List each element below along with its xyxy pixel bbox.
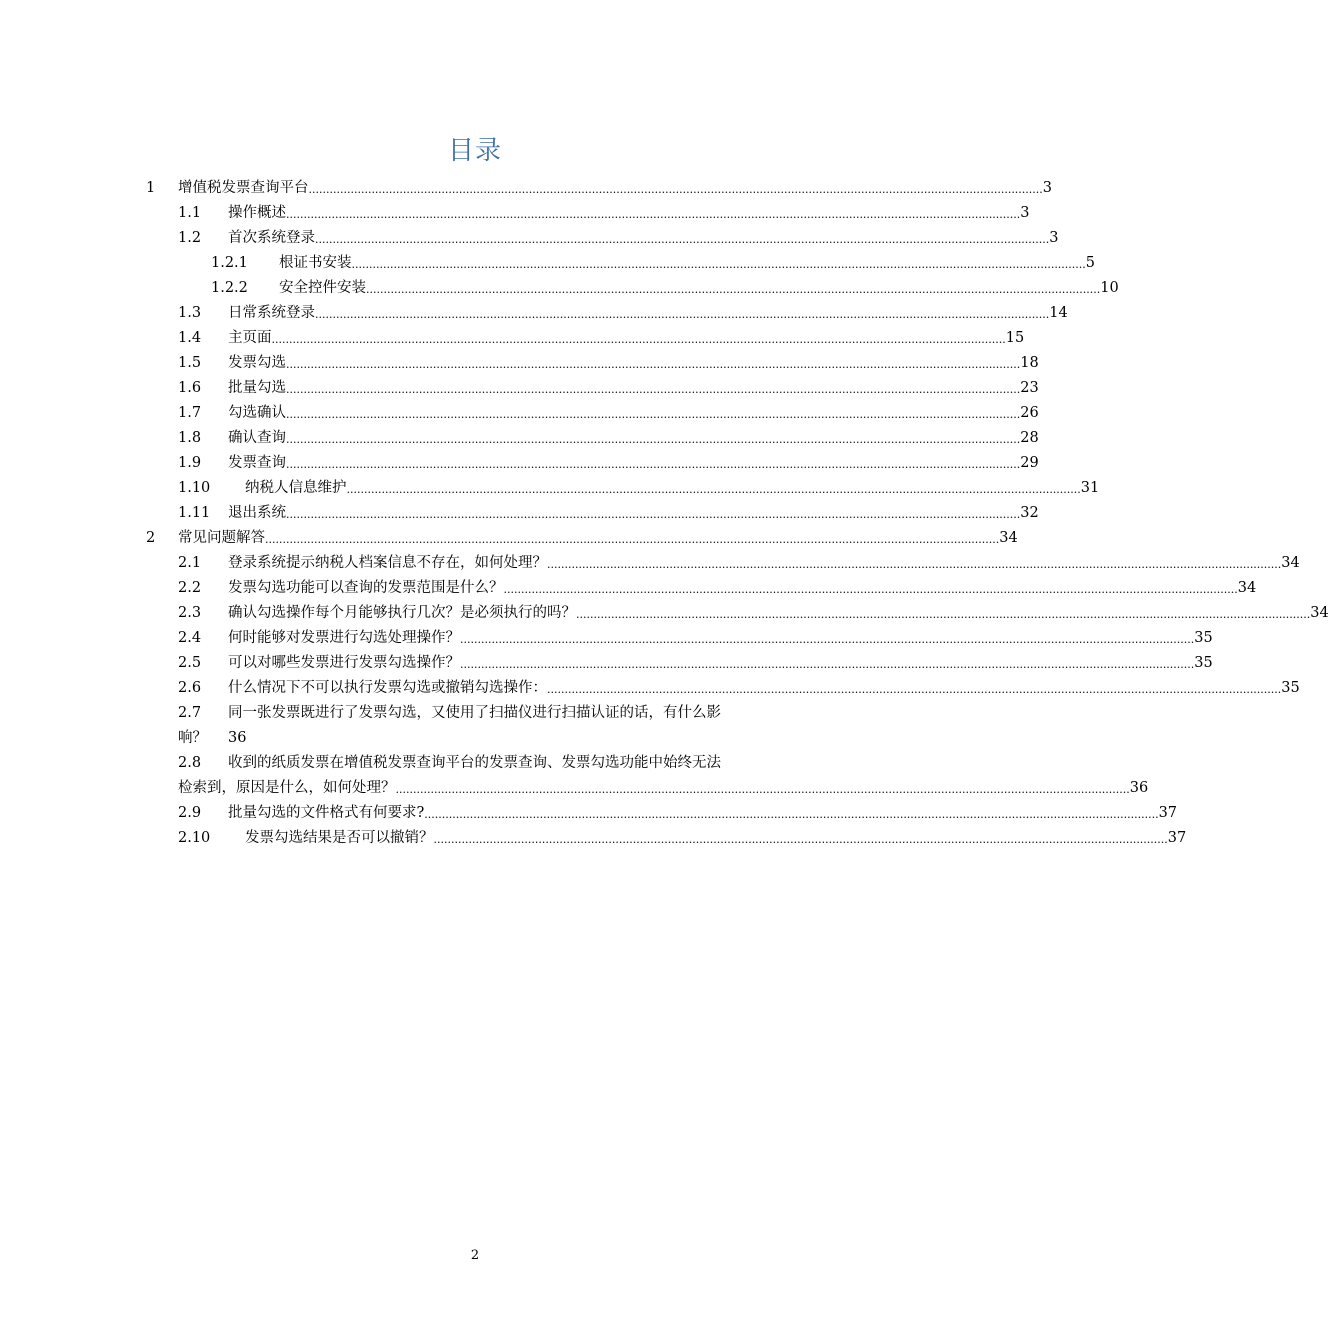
toc-entry-number: 1.6: [178, 380, 202, 396]
toc-entry-number: 1.9: [178, 455, 202, 471]
toc-entry-2-7[interactable]: [178, 701, 806, 751]
toc-entry-title: 发票勾选功能可以查询的发票范围是什么？: [228, 580, 504, 596]
toc-entry-page: 15: [1005, 330, 1025, 346]
toc-leader-dots: ..................................................................................................................................................................................................................: [547, 683, 1282, 696]
toc-leader-dots: ..................................................................................................................................................................................................................: [286, 358, 1021, 371]
toc-entry-title: 批量勾选的文件格式有何要求?: [228, 805, 425, 821]
toc-entry-title: 发票勾选结果是否可以撤销？: [245, 830, 434, 846]
toc-entry-page: 34: [1281, 555, 1300, 571]
toc-entry-title: 什么情况下不可以执行发票勾选或撤销勾选操作：: [228, 680, 547, 696]
toc-entry-page: 37: [1158, 805, 1178, 821]
toc-entry-number: 1.2.1: [211, 255, 248, 271]
toc-entry-page: 14: [1049, 305, 1068, 321]
toc-entry-1-2[interactable]: [178, 226, 1059, 250]
toc-entry-page: 5: [1085, 255, 1096, 271]
toc-leader-dots: ..................................................................................................................................................................................................................: [308, 183, 1043, 196]
toc-entry-number: 1.3: [178, 305, 202, 321]
toc-entry-page: 32: [1020, 505, 1039, 521]
toc-entry-number: 2: [146, 530, 156, 546]
toc-entry-page: 36: [228, 730, 247, 746]
toc-leader-dots: ..................................................................................................................................................................................................................: [576, 608, 1311, 621]
toc-entry-number: 1.5: [178, 355, 202, 371]
toc-entry-1[interactable]: [146, 176, 1053, 200]
toc-entry-2-3[interactable]: [178, 601, 1329, 625]
toc-entry-1-3[interactable]: [178, 301, 1068, 325]
toc-entry-title: 日常系统登录: [228, 305, 315, 321]
toc-entry-page: 35: [1194, 655, 1213, 671]
toc-entry-1-11[interactable]: [178, 501, 1039, 525]
toc-entry-2-9[interactable]: [178, 801, 1178, 825]
toc-entry-1-1[interactable]: [178, 201, 1030, 225]
toc-entry-1-4[interactable]: [178, 326, 1025, 350]
toc-entry-number: 1: [146, 180, 156, 196]
toc-entry-1-9[interactable]: [178, 451, 1039, 475]
toc-entry-title: 退出系统: [228, 505, 286, 521]
toc-entry-title: 可以对哪些发票进行发票勾选操作？: [228, 655, 460, 671]
toc-entry-2-2[interactable]: [178, 576, 1257, 600]
toc-entry-2[interactable]: [146, 526, 1018, 550]
toc-leader-dots: ..................................................................................................................................................................................................................: [286, 508, 1021, 521]
toc-entry-page: 31: [1080, 480, 1100, 496]
toc-leader-dots: ..................................................................................................................................................................................................................: [351, 258, 1086, 271]
toc-entry-page: 36: [1129, 780, 1149, 796]
toc-entry-number: 2.4: [178, 630, 202, 646]
toc-entry-page: 34: [999, 530, 1018, 546]
toc-leader-dots: ..................................................................................................................................................................................................................: [503, 583, 1238, 596]
toc-entry-1-8[interactable]: [178, 426, 1039, 450]
toc-entry-title: 增值税发票查询平台: [178, 180, 309, 196]
toc-entry-number: 1.10: [178, 480, 211, 496]
toc-leader-dots: ..................................................................................................................................................................................................................: [286, 458, 1021, 471]
toc-entry-2-4[interactable]: [178, 626, 1213, 650]
toc-leader-dots: ..................................................................................................................................................................................................................: [460, 658, 1195, 671]
toc-entry-number: 2.10: [178, 830, 211, 846]
toc-entry-number: 1.1: [178, 205, 202, 221]
toc-leader-dots: ..................................................................................................................................................................................................................: [315, 308, 1050, 321]
toc-entry-page: 28: [1020, 430, 1039, 446]
toc-entry-page: 3: [1020, 205, 1030, 221]
toc-entry-number: 2.2: [178, 580, 202, 596]
toc-leader-dots: ..................................................................................................................................................................................................................: [460, 633, 1195, 646]
toc-entry-title: 登录系统提示纳税人档案信息不存在，如何处理？: [228, 555, 547, 571]
toc-entry-1-10[interactable]: [178, 476, 1100, 500]
toc-leader-dots: ..................................................................................................................................................................................................................: [395, 783, 1130, 796]
toc-entry-title: 安全控件安装: [279, 280, 366, 296]
toc-entry-title: 操作概述: [228, 205, 286, 221]
toc-entry-2-10[interactable]: [178, 826, 1187, 850]
toc-entry-title: 纳税人信息维护: [245, 480, 347, 496]
toc-entry-page: 34: [1237, 580, 1257, 596]
toc-entry-title-line1: 收到的纸质发票在增值税发票查询平台的发票查询、发票勾选功能中始终无法: [228, 755, 721, 771]
toc-entry-number: 2.3: [178, 605, 202, 621]
toc-entry-page: 3: [1042, 180, 1053, 196]
toc-entry-number: 1.2: [178, 230, 202, 246]
toc-entry-page: 18: [1020, 355, 1039, 371]
toc-entry-title: 首次系统登录: [228, 230, 315, 246]
toc-entry-number: 2.8: [178, 755, 202, 771]
toc-entry-number: 1.8: [178, 430, 202, 446]
toc-entry-2-1[interactable]: [178, 551, 1300, 575]
toc-entry-2-5[interactable]: [178, 651, 1213, 675]
toc-leader-dots: ..................................................................................................................................................................................................................: [366, 283, 1101, 296]
toc-entry-2-6[interactable]: [178, 676, 1300, 700]
toc-leader-dots: ..................................................................................................................................................................................................................: [346, 483, 1081, 496]
toc-entry-title-line2: 检索到，原因是什么，如何处理？: [178, 780, 396, 796]
toc-entry-page: 37: [1167, 830, 1187, 846]
toc-entry-number: 2.5: [178, 655, 202, 671]
toc-entry-title: 勾选确认: [228, 405, 286, 421]
toc-entry-number: 1.11: [178, 505, 211, 521]
toc-leader-dots: ..................................................................................................................................................................................................................: [271, 333, 1006, 346]
toc-entry-page: 23: [1020, 380, 1039, 396]
toc-entry-page: 3: [1049, 230, 1059, 246]
toc-entry-1-6[interactable]: [178, 376, 1039, 400]
toc-entry-title-line2: 响？: [178, 730, 207, 746]
toc-entry-1-2-2[interactable]: [211, 276, 1119, 300]
toc-entry-title: 何时能够对发票进行勾选处理操作？: [228, 630, 460, 646]
toc-entry-1-7[interactable]: [178, 401, 1039, 425]
toc-leader-dots: ..................................................................................................................................................................................................................: [286, 208, 1021, 221]
toc-leader-dots: ..................................................................................................................................................................................................................: [424, 808, 1159, 821]
toc-leader-dots: ..................................................................................................................................................................................................................: [315, 233, 1050, 246]
toc-leader-dots: ..................................................................................................................................................................................................................: [286, 408, 1021, 421]
toc-entry-number: 2.9: [178, 805, 202, 821]
toc-entry-number: 2.7: [178, 705, 202, 721]
toc-entry-number: 2.1: [178, 555, 202, 571]
toc-entry-2-8[interactable]: [178, 751, 1149, 801]
toc-entry-number: 2.6: [178, 680, 202, 696]
toc-entry-page: 35: [1281, 680, 1300, 696]
toc-entry-number: 1.2.2: [211, 280, 248, 296]
toc-entry-title: 确认勾选操作每个月能够执行几次？是必须执行的吗？: [228, 605, 576, 621]
toc-entry-title: 发票查询: [228, 455, 286, 471]
toc-leader-dots: ..................................................................................................................................................................................................................: [286, 383, 1021, 396]
toc-leader-dots: ..................................................................................................................................................................................................................: [265, 533, 1000, 546]
toc-leader-dots: ..................................................................................................................................................................................................................: [547, 558, 1282, 571]
toc-entry-page: 26: [1020, 405, 1039, 421]
toc-entry-1-2-1[interactable]: [211, 251, 1096, 275]
toc-entry-title-line1: 同一张发票既进行了发票勾选，又使用了扫描仪进行扫描认证的话，有什么影: [228, 705, 721, 721]
toc-entry-page: 10: [1100, 280, 1119, 296]
toc-entry-number: 1.7: [178, 405, 202, 421]
toc-entry-title: 根证书安装: [279, 255, 352, 271]
toc-entry-1-5[interactable]: [178, 351, 1039, 375]
page-title: 目录: [447, 136, 502, 166]
page-number: 2: [470, 1248, 480, 1263]
toc-entry-title: 主页面: [228, 330, 272, 346]
toc-entry-title: 发票勾选: [228, 355, 286, 371]
toc-entry-page: 29: [1020, 455, 1039, 471]
toc-leader-dots: ..................................................................................................................................................................................................................: [433, 833, 1168, 846]
toc-entry-number: 1.4: [178, 330, 202, 346]
toc-entry-title: 确认查询: [228, 430, 286, 446]
toc-entry-page: 34: [1310, 605, 1329, 621]
toc-entry-title: 常见问题解答: [178, 530, 265, 546]
toc-entry-title: 批量勾选: [228, 380, 286, 396]
toc-leader-dots: ..................................................................................................................................................................................................................: [286, 433, 1021, 446]
toc-entry-page: 35: [1194, 630, 1213, 646]
